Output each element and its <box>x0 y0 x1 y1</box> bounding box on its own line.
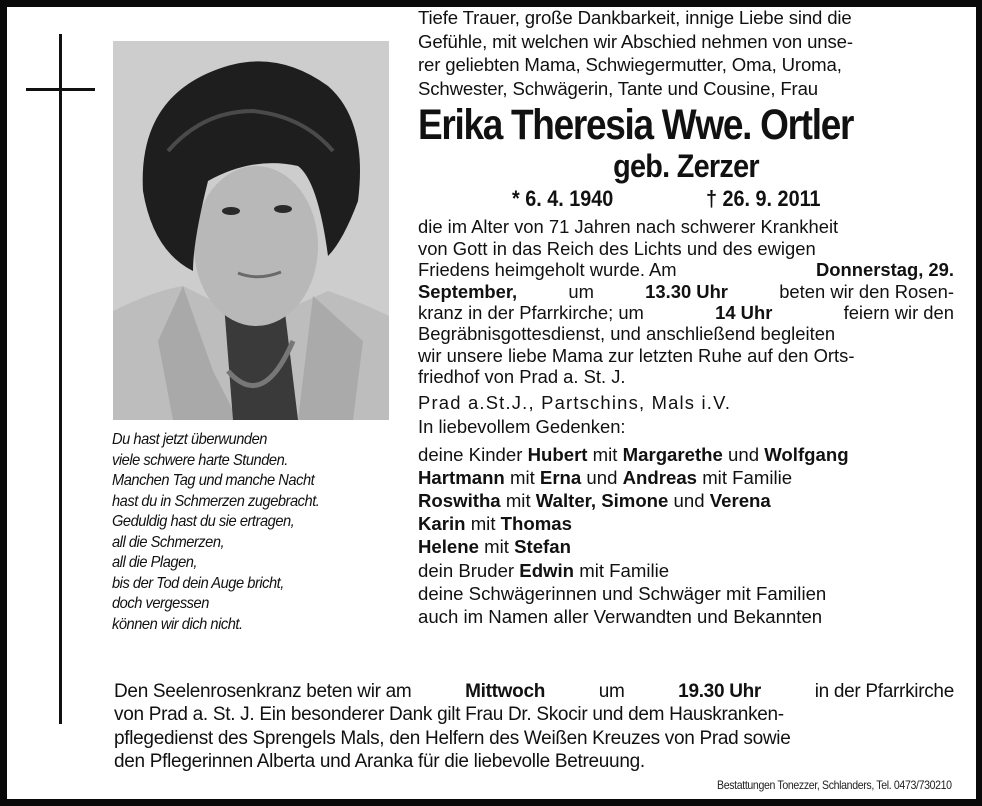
mourner-name: Helene <box>418 536 479 558</box>
text: und <box>581 466 623 488</box>
text: wir unsere liebe Mama zur letzten Ruhe auf den Orts- <box>418 344 855 366</box>
intro-line: Tiefe Trauer, große Dankbarkeit, innige Liebe sind die <box>418 7 852 28</box>
poem-line: bis der Tod dein Auge bricht, <box>112 574 284 592</box>
text: Den Seelenrosenkranz beten wir am <box>114 681 412 702</box>
text-line <box>418 281 954 302</box>
text-line <box>418 238 954 259</box>
memorial-poem <box>112 430 385 635</box>
intro-line: Gefühle, mit welchen wir Abschied nehmen von unse- <box>418 30 853 52</box>
text: um <box>598 681 625 702</box>
deceased-name: Erika Theresia Wwe. Ortler <box>418 101 854 150</box>
text: mit <box>478 536 515 558</box>
text-line <box>114 727 954 750</box>
mourner-name: Thomas <box>500 513 572 535</box>
places-line: Prad a.St.J., Partschins, Mals i.V. <box>418 391 732 413</box>
mourner-name: Verena <box>709 490 771 512</box>
text-line <box>418 345 954 366</box>
poem-line: hast du in Schmerzen zugebracht. <box>112 492 320 510</box>
mourner-row <box>418 512 954 535</box>
text: und <box>722 443 765 465</box>
mourner-row <box>418 535 954 558</box>
text: mit <box>504 466 540 488</box>
intro-line: rer geliebten Mama, Schwiegermutter, Oma, Uroma, <box>418 54 842 76</box>
mourner-name: Edwin <box>519 559 575 581</box>
text: mit <box>465 513 501 535</box>
closing-paragraph <box>114 680 954 773</box>
text: um <box>568 280 594 302</box>
funeral-month: September, <box>418 280 518 302</box>
text: kranz in der Pfarrkirche; um <box>418 302 644 323</box>
mourner-row <box>418 559 954 582</box>
poem-line: Geduldig hast du sie ertragen, <box>112 513 295 530</box>
mourner-name: Andreas <box>622 466 698 488</box>
mourner-name: Wolfgang <box>764 443 849 465</box>
mourner-row <box>418 489 954 512</box>
mourner-name: Walter, Simone <box>535 490 669 512</box>
service-time: 14 Uhr <box>715 302 773 323</box>
text: mit Familie <box>697 466 793 488</box>
cross-icon <box>59 34 62 724</box>
mourner-name: Hubert <box>527 443 588 465</box>
text-line <box>114 703 954 726</box>
mourner-row <box>418 443 954 466</box>
text-line: den Pflegerinnen Alberta und Aranka für die liebevolle Betreuung. <box>114 750 645 772</box>
mourner-name: Margarethe <box>622 443 723 465</box>
text: von Gott in das Reich des Lichts und des ewigen <box>418 237 816 259</box>
poem-line: doch vergessen <box>112 595 209 612</box>
maiden-name: geb. Zerzer <box>613 148 759 185</box>
funeral-announcement <box>418 216 954 387</box>
mourner-name: Hartmann <box>418 466 505 488</box>
text: die im Alter von 71 Jahren nach schwerer Krankheit <box>418 216 839 238</box>
text: und <box>668 490 710 512</box>
poem-line: all die Schmerzen, <box>112 533 225 551</box>
text: pflegedienst des Sprengels Mals, den Helfern des Weißen Kreuzes von Prad sowie <box>114 727 791 749</box>
poem-line: viele schwere harte Stunden. <box>112 451 288 469</box>
rosary-time: 13.30 Uhr <box>645 280 728 302</box>
intro-paragraph <box>418 6 954 100</box>
text: mit <box>500 490 536 512</box>
mourners-list <box>418 443 954 629</box>
text-line <box>114 680 954 703</box>
mourner-name: Karin <box>418 513 466 535</box>
text: feiern wir den <box>843 302 954 323</box>
text-line <box>418 302 954 323</box>
death-date: † 26. 9. 2011 <box>706 186 821 212</box>
birth-date: * 6. 4. 1940 <box>512 186 614 212</box>
mourner-row <box>418 466 954 489</box>
text: mit Familie <box>574 559 670 581</box>
text-line <box>418 216 954 237</box>
memory-heading: In liebevollem Gedenken: <box>418 415 626 437</box>
poem-line: all die Plagen, <box>112 554 198 571</box>
text: von Prad a. St. J. Ein besonderer Dank gilt Frau Dr. Skocir und dem Hauskranken- <box>114 704 784 726</box>
mourner-name: Roswitha <box>418 490 501 512</box>
cross-icon-bar <box>26 88 95 91</box>
text-line: friedhof von Prad a. St. J. <box>418 366 626 388</box>
poem-line: Manchen Tag und manche Nacht <box>112 472 315 489</box>
rosary-day: Mittwoch <box>465 681 546 702</box>
mourner-row: auch im Namen aller Verwandten und Bekannten <box>418 606 823 628</box>
text: in der Pfarrkirche <box>814 681 954 702</box>
text: Begräbnisgottesdienst, und anschließend begleiten <box>418 323 836 345</box>
text: beten wir den Rosen- <box>779 280 954 302</box>
funeral-home-credit: Bestattungen Tonezzer, Schlanders, Tel. 0473/730210 <box>717 778 952 792</box>
text-line <box>418 259 954 280</box>
life-dates <box>418 184 954 214</box>
funeral-date: Donnerstag, 29. <box>816 259 954 281</box>
intro-line: Schwester, Schwägerin, Tante und Cousine, Frau <box>418 77 818 99</box>
text: deine Kinder <box>418 443 528 465</box>
main-text-column <box>418 6 954 628</box>
text-line <box>418 323 954 344</box>
mourner-name: Erna <box>539 466 582 488</box>
text: mit <box>587 443 623 465</box>
mourner-name: Stefan <box>514 536 571 558</box>
mourner-row: deine Schwägerinnen und Schwäger mit Familien <box>418 582 827 604</box>
text: dein Bruder <box>418 559 520 581</box>
rosary-time: 19.30 Uhr <box>678 681 762 702</box>
poem-line: können wir dich nicht. <box>112 615 243 633</box>
poem-line: Du hast jetzt überwunden <box>112 431 267 448</box>
portrait-photo <box>113 41 389 420</box>
text: Friedens heimgeholt wurde. Am <box>418 259 677 281</box>
